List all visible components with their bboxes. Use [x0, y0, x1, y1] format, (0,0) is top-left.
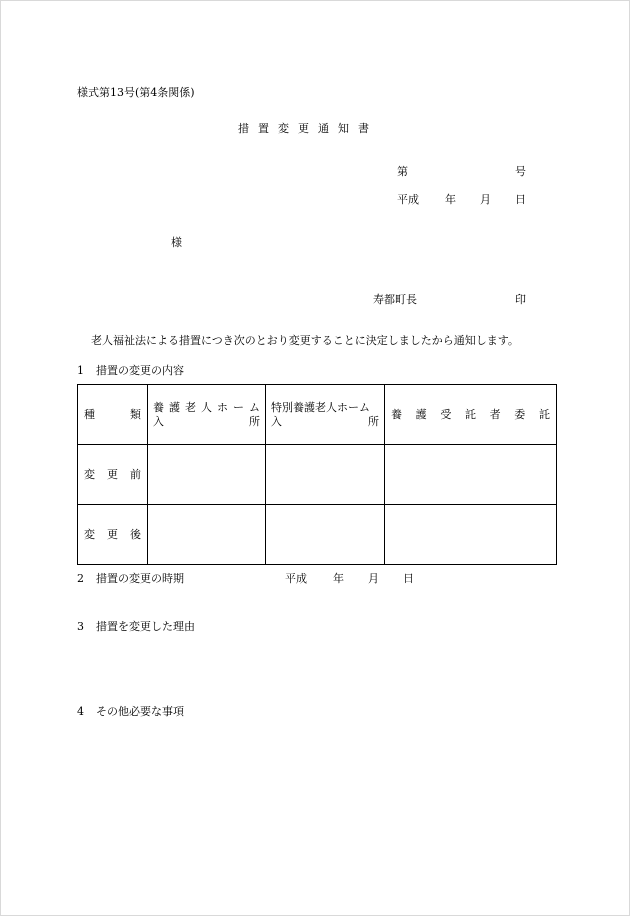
table-header-row: [78, 385, 557, 445]
header-special-nursing-home-cell: [266, 385, 385, 445]
section-1-heading: [77, 364, 184, 378]
body-text: 老人福祉法による措置につき次のとおり変更することに決定しましたから通知します。: [91, 334, 519, 347]
row-label-before: 変 更 前: [78, 445, 148, 505]
header-nursing-home: 養 護 老 人 ホ ー ム 入 所: [153, 400, 260, 428]
section-2-label: 措置の変更の時期: [96, 572, 184, 585]
document-title: 措置変更通知書: [238, 122, 378, 135]
change-table: [77, 384, 557, 565]
cell-before-special-nursing-home[interactable]: [266, 445, 385, 505]
table-row: [78, 445, 557, 505]
section-2-day: 日: [403, 572, 414, 585]
section-4-heading: [77, 705, 184, 719]
issue-date-day: 日: [515, 193, 526, 206]
section-2-heading: [77, 572, 184, 586]
section-2-year: 年: [333, 572, 344, 585]
header-type: 種 類: [84, 407, 141, 421]
header-special-nursing-home: 特 別 養 護 老 人 ホ ー ム 入 所: [271, 400, 379, 428]
cell-after-consignment[interactable]: [385, 505, 557, 565]
section-4-label: その他必要な事項: [96, 705, 184, 718]
header-consignment-cell: [385, 385, 557, 445]
header-consignment: 養 護 受 託 者 委 託: [391, 407, 550, 421]
section-4-number: 4: [77, 705, 84, 718]
section-2-era: 平成: [285, 572, 307, 585]
issue-date-year: 年: [445, 193, 456, 206]
section-3-heading: [77, 620, 195, 634]
section-1-number: 1: [77, 364, 84, 377]
recipient-honorific: 様: [171, 236, 182, 249]
issue-date-era: 平成: [397, 193, 419, 206]
issue-date-month: 月: [480, 193, 491, 206]
cell-before-nursing-home[interactable]: [148, 445, 266, 505]
section-2-month: 月: [368, 572, 379, 585]
section-3-label: 措置を変更した理由: [96, 620, 195, 633]
header-nursing-home-cell: [148, 385, 266, 445]
number-prefix: 第: [397, 165, 408, 178]
cell-after-special-nursing-home[interactable]: [266, 505, 385, 565]
section-2-number: 2: [77, 572, 84, 585]
section-1-label: 措置の変更の内容: [96, 364, 184, 377]
issuer-name: 寿都町長: [373, 293, 417, 306]
table-row: [78, 505, 557, 565]
section-3-number: 3: [77, 620, 84, 633]
issuer-seal: 印: [515, 293, 526, 306]
form-number: 様式第13号(第4条関係): [77, 86, 195, 99]
row-label-after: 変 更 後: [78, 505, 148, 565]
cell-after-nursing-home[interactable]: [148, 505, 266, 565]
number-suffix: 号: [515, 165, 526, 178]
cell-before-consignment[interactable]: [385, 445, 557, 505]
header-type-cell: [78, 385, 148, 445]
